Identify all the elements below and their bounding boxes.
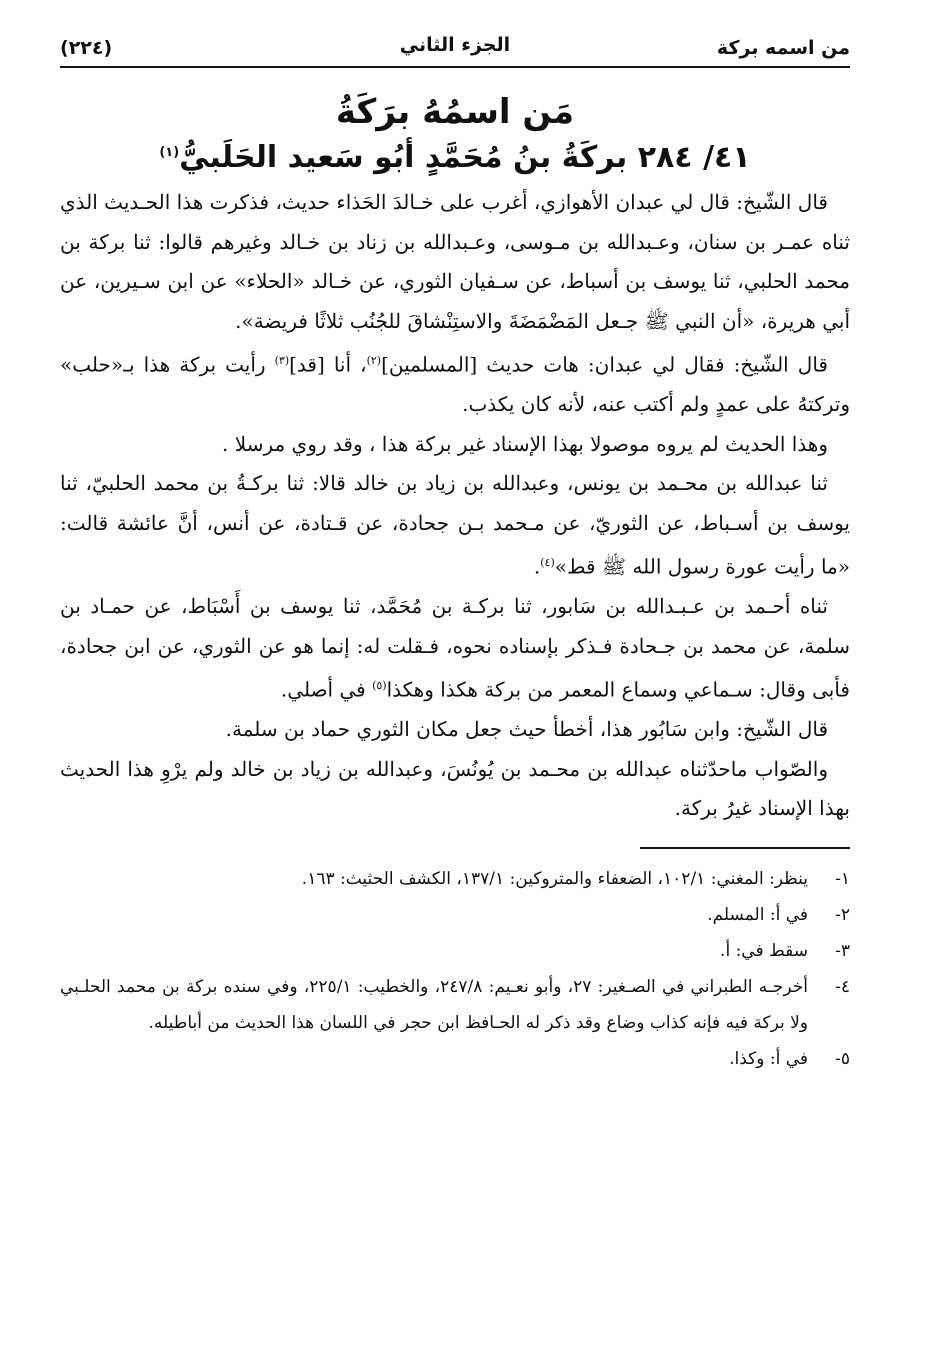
paragraph	[60, 710, 850, 750]
paragraph-text: قال الشّيخ: قال لي عبدان الأهوازي، أغرب على خـالدَ الحَذاء حديث، فذكرت هذا الحـديث الذي ثناه عمـر بن سنان، وعـبدالله بن مـوسى، وعـبدالله بن زناد بن خـالد وغيرهم قالوا: ثنا بركة بن محمد الحلبي، ثنا يوسف بن أسباط، عن سـفيان الثوري، عن خـالد «الحلاء» عن ابن سـيرين، عن أبي هريرة، «أن النبي ﷺ جـعل المَضْمَضَةَ والاستِنْشاقَ للجُنُب ثلاثًا فريضة».	[60, 190, 850, 333]
paragraph-text: .	[533, 554, 541, 579]
footnote-ref: (٣)	[274, 354, 290, 367]
paragraph-text: ثناه أحـمد بن عـبـدالله بن سَابور، ثنا بركـة بن مُحَمَّد، ثنا يوسف بن أَسْبَاط، عن حمـاد بن سلمة، عن محمد بن جـحادة فـذكر بإسناده نحوه، فـقلت له: إنما هو عن الثوري، عن ابن جحادة، فأبى وقال: سـماعي وسماع المعمر من بركة هكذا وهكذا	[60, 594, 850, 702]
paragraph-text: في أصلي.	[280, 677, 373, 702]
footnote-text: أخرجـه الطبراني في الصـغير: ٢٧، وأبو نعـيم: ٢٤٧/٨، والخطيب: ٢٢٥/١، وفي سنده بركة بن محمد الحلـبي ولا بركة فيه فإنه كذاب وضاع وقد ذكر له الحـافظ ابن حجر في اللسان هذا الحديث من أباطيله.	[60, 976, 808, 1033]
paragraph-text: قال الشّيخ: وابن سَابُور هذا، أخطأ حيث جعل مكان الثوري حماد بن سلمة.	[225, 717, 828, 742]
page	[60, 30, 850, 1077]
footnote-number: ٥-	[835, 1048, 850, 1069]
paragraph	[60, 183, 850, 341]
paragraph-text: وهذا الحديث لم يروه موصولا بهذا الإسناد غير بركة هذا ، وقد روي مرسلا .	[222, 431, 828, 456]
entry-title	[60, 132, 850, 179]
paragraph	[60, 341, 850, 425]
footnote	[60, 861, 850, 897]
footnote-text: سقط في: أ.	[720, 940, 808, 961]
footnote-text: في أ: وكذا.	[729, 1048, 808, 1069]
footnote-number: ٣-	[835, 940, 850, 961]
footnote-separator	[640, 847, 850, 849]
footnote-number: ٤-	[835, 976, 850, 997]
footnote	[60, 933, 850, 969]
running-header	[60, 30, 850, 68]
footnote-text: ينظر: المغني: ١٠٢/١، الضعفاء والمتروكين: ١٣٧/١، الكشف الحثيث: ١٦٣.	[301, 868, 808, 889]
entry-title-footnote-ref: (١)	[159, 145, 180, 160]
footnote	[60, 1041, 850, 1077]
footnote-ref: (٤)	[540, 556, 555, 570]
paragraph	[60, 425, 850, 465]
entry-title-text: ٤١/ ٢٨٤ بركَةُ بنُ مُحَمَّدٍ أبُو سَعيد الحَلَبيُّ	[179, 140, 751, 175]
footnote	[60, 969, 850, 1041]
header-section-title: من اسمه بركة	[716, 37, 850, 59]
footnote-ref: (٢)	[366, 354, 382, 367]
paragraph	[60, 587, 850, 710]
footnote-ref: (٥)	[372, 679, 387, 693]
footnote-number: ٢-	[835, 904, 850, 925]
paragraph-text: رأيت بركة هذا بـ«حلب» وتركتهُ على عمدٍ ولم أكتب عنه، لأنه كان يكذب.	[60, 352, 850, 417]
paragraph-text: ثنا عبدالله بن محـمد بن يونس، وعبدالله بن زياد بن خالد قالا: ثنا بركـةُ بن محمد الحلبيّ، ثنا يوسف بن أسـباط، عن الثوريّ، عن مـحمد بـن جحادة، عن قـتادة، عن أنس، أنَّ عائشة قالت: «ما رأيت عورة رسول الله ﷺ قط»	[60, 471, 850, 579]
paragraph-text: قال الشّيخ: فقال لي عبدان: هات حديث [المسلمين]	[381, 352, 828, 377]
header-page-number: (٢٢٤)	[60, 37, 113, 59]
footnote	[60, 897, 850, 933]
header-volume: الجزء الثاني	[399, 34, 511, 56]
paragraph	[60, 750, 850, 829]
paragraph	[60, 464, 850, 587]
footnotes	[60, 861, 850, 1077]
paragraph-text: والصّواب ماحدّثناه عبدالله بن محـمد بن يُونُسَ، وعبدالله بن زياد بن خالد ولم يرْوِ هذا الحديث بهذا الإسناد غيرُ بركة.	[60, 756, 850, 821]
footnote-number: ١-	[835, 868, 850, 889]
body-text	[60, 183, 850, 829]
footnote-text: في أ: المسلم.	[707, 904, 808, 925]
chapter-title: مَن اسمُهُ برَكَةُ	[335, 92, 575, 132]
paragraph-text: ، أنا [قد]	[289, 352, 367, 377]
